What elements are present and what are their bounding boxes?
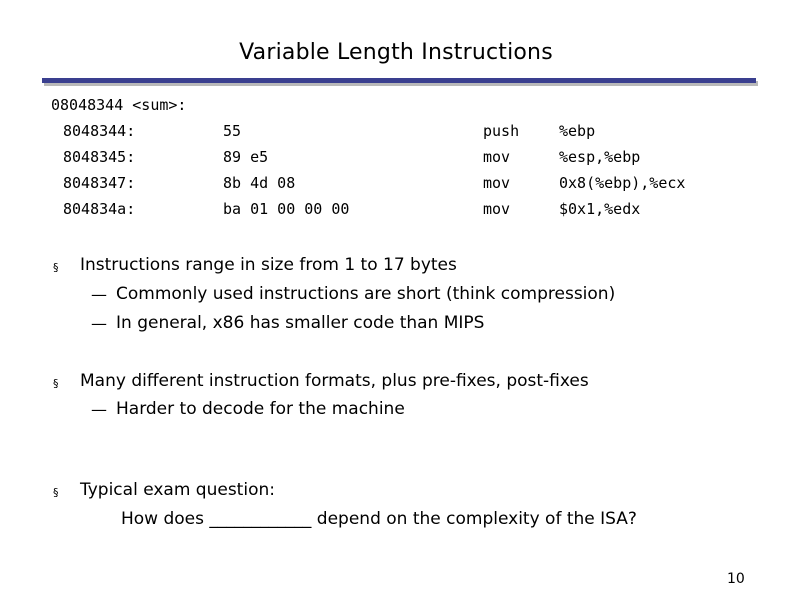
bullet-marker: § bbox=[53, 261, 59, 274]
bullet-text: Instructions range in size from 1 to 17 bytes bbox=[80, 255, 457, 275]
page-number: 10 bbox=[727, 571, 745, 587]
instruction-operands: 0x8(%ebp),%ecx bbox=[559, 174, 686, 192]
slide-title: Variable Length Instructions bbox=[239, 40, 553, 65]
sub-bullet-text: Commonly used instructions are short (think compression) bbox=[116, 284, 616, 304]
instruction-address: 8048344: bbox=[63, 122, 136, 140]
instruction-address: 804834a: bbox=[63, 200, 136, 218]
code-row bbox=[0, 122, 792, 148]
sub-bullet-text: In general, x86 has smaller code than MIPS bbox=[116, 313, 485, 333]
title-underline bbox=[42, 78, 756, 83]
sub-bullet-dash: — bbox=[91, 285, 107, 304]
instruction-operands: %ebp bbox=[559, 122, 596, 140]
sub-bullet-dash: — bbox=[91, 400, 107, 419]
instruction-opcode: mov bbox=[483, 174, 511, 192]
sub-bullet-text: Harder to decode for the machine bbox=[116, 399, 405, 419]
code-row bbox=[0, 174, 792, 200]
bullet-marker: § bbox=[53, 486, 59, 499]
function-label: 08048344 <sum>: bbox=[51, 96, 187, 114]
instruction-bytes: 8b 4d 08 bbox=[223, 174, 296, 192]
code-row bbox=[0, 148, 792, 174]
instruction-opcode: mov bbox=[483, 148, 511, 166]
instruction-address: 8048347: bbox=[63, 174, 136, 192]
instruction-bytes: 89 e5 bbox=[223, 148, 269, 166]
code-row bbox=[0, 200, 792, 226]
instruction-bytes: 55 bbox=[223, 122, 242, 140]
instruction-opcode: push bbox=[483, 122, 520, 140]
exam-question-text: How does ____________ depend on the complexity of the ISA? bbox=[121, 509, 637, 529]
instruction-operands: %esp,%ebp bbox=[559, 148, 641, 166]
instruction-address: 8048345: bbox=[63, 148, 136, 166]
sub-bullet-dash: — bbox=[91, 314, 107, 333]
instruction-bytes: ba 01 00 00 00 bbox=[223, 200, 350, 218]
bullet-marker: § bbox=[53, 377, 59, 390]
bullet-text: Typical exam question: bbox=[80, 480, 275, 500]
instruction-opcode: mov bbox=[483, 200, 511, 218]
instruction-operands: $0x1,%edx bbox=[559, 200, 641, 218]
bullet-text: Many different instruction formats, plus pre-fixes, post-fixes bbox=[80, 371, 589, 391]
